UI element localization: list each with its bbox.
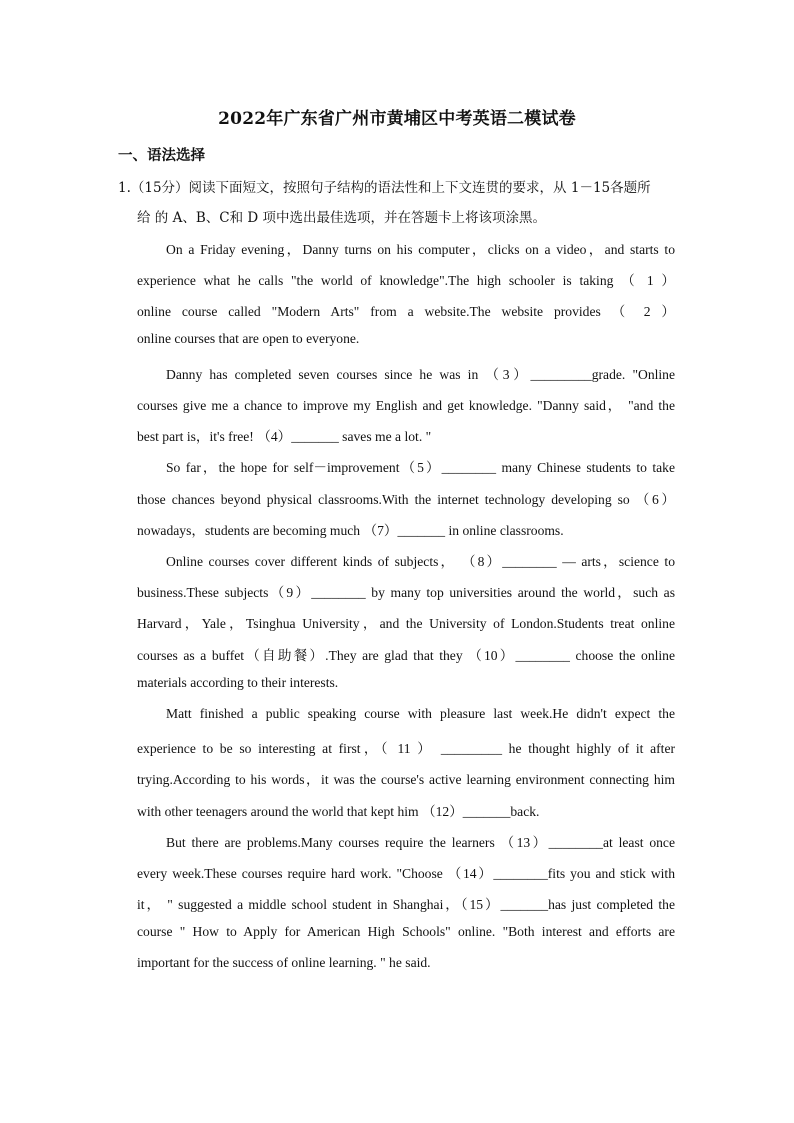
passage-line: courses as a buffet（自助餐）.They are glad that they （10）________ choose the online <box>137 648 675 663</box>
section-heading: 一、语法选择 <box>118 147 205 164</box>
passage-line: Online courses cover different kinds of subjects， （8）________ — arts，science to <box>166 554 675 569</box>
passage-line: trying.According to his words，it was the course's active learning environment connecting him <box>137 772 675 787</box>
passage-line: online course called "Modern Arts" from a website.The website provides （ 2 ） <box>137 304 675 319</box>
passage-line: experience to be so interesting at first，（ 11 ） _________ he thought highly of it after <box>137 741 675 756</box>
passage-line: with other teenagers around the world that kept him （12）_______back. <box>137 804 540 819</box>
passage-line: Harvard，Yale，Tsinghua University，and the University of London.Students treat online <box>137 616 675 631</box>
passage-line: best part is，it's free! （4）_______ saves me a lot. " <box>137 429 432 444</box>
passage-line: So far，the hope for self－improvement（5）________ many Chinese students to take <box>166 460 675 475</box>
question-intro-line: 给 的 A、B、C和 D 项中选出最佳选项，并在答题卡上将该项涂黑。 <box>137 210 546 226</box>
passage-line: online courses that are open to everyone. <box>137 331 360 346</box>
passage-line: every week.These courses require hard work. "Choose （14）________fits you and stick with <box>137 866 675 881</box>
passage-line: Matt finished a public speaking course with pleasure last week.He didn't expect the <box>166 706 675 721</box>
passage-line: experience what he calls "the world of knowledge".The high schooler is taking （ 1 ） <box>137 273 675 288</box>
passage-line: On a Friday evening，Danny turns on his computer，clicks on a video，and starts to <box>166 242 675 257</box>
question-intro-line: 1.（15分）阅读下面短文，按照句子结构的语法性和上下文连贯的要求，从 1－15各题所 <box>118 180 651 196</box>
passage-line: But there are problems.Many courses require the learners （13）________at least once <box>166 835 675 850</box>
passage-line: Danny has completed seven courses since he was in （3）_________grade. "Online <box>166 367 675 382</box>
passage-line: materials according to their interests. <box>137 675 339 690</box>
passage-line: business.These subjects（9）________ by many top universities around the world，such as <box>137 585 675 600</box>
passage-line: those chances beyond physical classrooms.With the internet technology developing so （6） <box>137 492 675 507</box>
passage-line: important for the success of online learning. " he said. <box>137 955 431 970</box>
passage-line: courses give me a chance to improve my English and get knowledge. "Danny said， "and the <box>137 398 675 413</box>
passage-line: it， " suggested a middle school student in Shanghai，（15）_______has just completed the <box>137 897 675 912</box>
exam-title: 2022年广东省广州市黄埔区中考英语二模试卷 <box>218 109 576 129</box>
passage-line: course " How to Apply for American High Schools" online. "Both interest and efforts are <box>137 924 675 939</box>
passage-line: nowadays，students are becoming much （7）_______ in online classrooms. <box>137 523 564 538</box>
